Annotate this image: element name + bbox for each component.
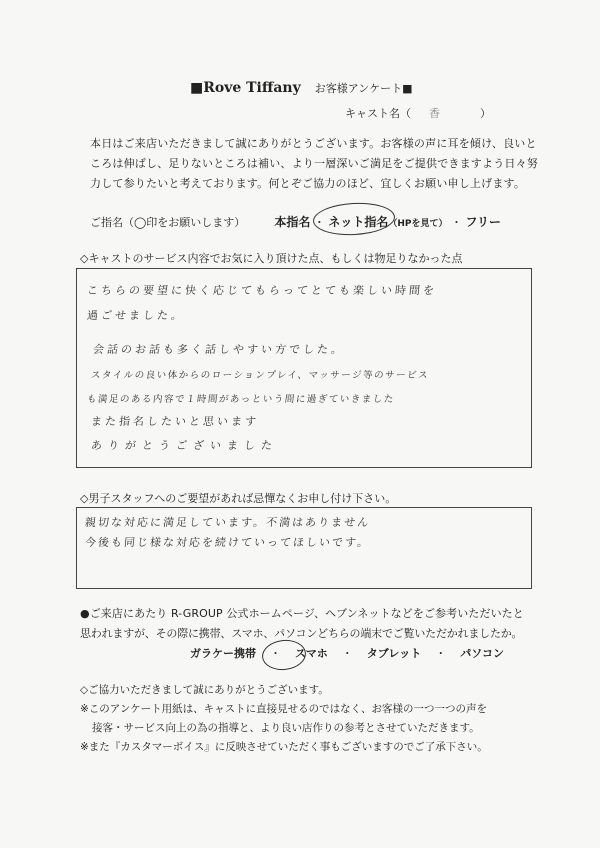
cast-name-close: ） <box>480 107 491 120</box>
option-sumaho[interactable]: スマホ <box>295 647 328 660</box>
footer-line: ※また『カスタマーボイス』に反映させていただく事もございますのでご了承下さい。 <box>80 741 488 753</box>
q1-label: ◇キャストのサービス内容でお気に入り頂けた点、もしくは物足りなかった点 <box>80 252 463 265</box>
intro-line: ころは伸ばし、足りないところは補い、より一層深いご満足をご提供できますよう日々努 <box>90 157 538 170</box>
intro-text <box>90 134 550 194</box>
option-honshimei[interactable]: 本指名 <box>274 215 311 229</box>
option-hp-note: （HPを見て） <box>388 219 448 229</box>
q3-line: ●ご来店にあたり R-GROUP 公式ホームページ、ヘブンネットなどをご参考いただいたと <box>80 607 524 620</box>
handwritten-line: ありがとうございました <box>90 439 279 452</box>
option-free[interactable]: フリー <box>465 215 502 229</box>
separator-dot: ・ <box>313 216 325 229</box>
form-subtitle: お客様アンケート■ <box>314 82 413 95</box>
q2-answer-box[interactable] <box>76 507 532 589</box>
nomination-row <box>90 213 501 230</box>
handwritten-line: スタイルの良い体からのローションプレイ、マッサージ等のサービス <box>90 370 430 381</box>
handwritten-line: も満足のある内容で１時間があっという間に過ぎていきました <box>86 394 396 405</box>
q2-label: ◇男子スタッフへのご要望があれば忌憚なくお申し付け下さい。 <box>80 492 397 505</box>
footer-line: 接客・サービス向上の為の指導と、より良い店作りの参考とさせていただきます。 <box>92 722 480 734</box>
nomination-label: ご指名（◯印をお願いします） <box>90 216 246 229</box>
shop-name: ■Rove Tiffany <box>190 80 301 96</box>
option-pasokon[interactable]: パソコン <box>460 647 505 660</box>
separator-dot: ・ <box>341 647 353 660</box>
selection-circle-mark <box>312 201 396 237</box>
footer-line: ※このアンケート用紙は、キャストに直接見せるのではなく、お客様の一つ一つの声を <box>80 703 487 715</box>
handwritten-line: また指名したいと思います <box>90 415 260 428</box>
option-garakei[interactable]: ガラケー携帯 <box>190 647 256 660</box>
cast-name-label: キャスト名（ <box>345 107 411 120</box>
q1-answer-box[interactable] <box>76 268 532 468</box>
handwritten-line: 過ごせました。 <box>86 309 186 322</box>
device-options-row <box>190 645 504 661</box>
form-title <box>190 80 412 96</box>
intro-line: 力して参りたいと考えております。何とぞご協力のほど、宜しくお願い申し上げます。 <box>90 177 526 190</box>
separator-dot: ・ <box>435 647 447 660</box>
separator-dot: ・ <box>450 216 462 229</box>
separator-dot: ・ <box>270 647 281 660</box>
option-net-shimei[interactable]: ネット指名 <box>328 215 389 229</box>
intro-line: 本日はご来店いただきまして誠にありがとうございます。お客様の声に耳を傾け、良いと <box>90 137 537 150</box>
option-tablet[interactable]: タブレット <box>366 647 422 660</box>
handwritten-line: 今後も同じ様な対応を続けていってほしいです。 <box>84 536 371 549</box>
handwritten-line: 会話のお話も多く話しやすい方でした。 <box>92 343 346 356</box>
selection-circle-mark <box>261 638 308 672</box>
handwritten-line: 親切な対応に満足しています。不満はありません <box>84 516 371 529</box>
footer-line: ◇ご協力いただきまして誠にありがとうございます。 <box>80 684 329 696</box>
handwritten-line: こちらの要望に快く応じてもらってとても楽しい時間を <box>86 284 438 297</box>
cast-name-row <box>345 105 491 121</box>
cast-name-value: 香 <box>429 107 440 120</box>
q3-line: 思われますが、その際に携帯、スマホ、パソコンどちらの端末でご覧いただかれましたか。 <box>80 627 523 640</box>
